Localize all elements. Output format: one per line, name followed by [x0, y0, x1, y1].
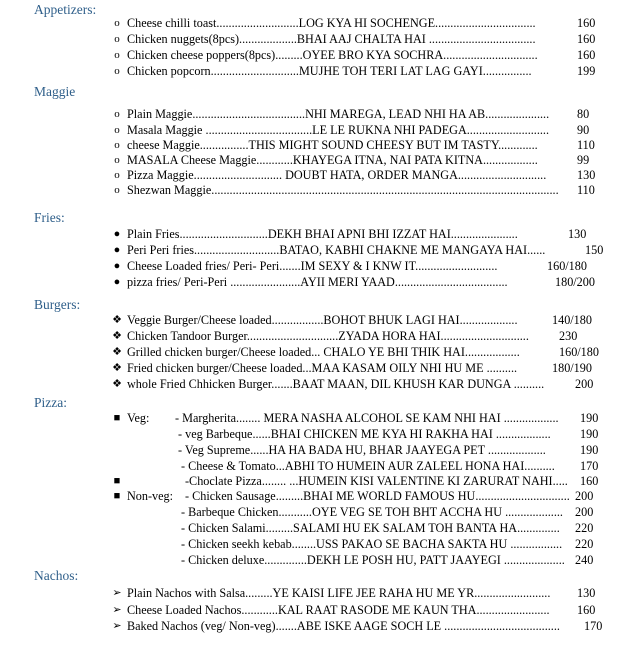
section-heading-pizza: Pizza: [34, 395, 67, 410]
item-text: Cheese chilli toast...........................LOG KYA HI SOCHENGE................................. [127, 16, 536, 30]
menu-item [0, 488, 642, 505]
item-text: Chicken cheese poppers(8pcs).........OYEE BRO KYA SOCHRA............................... [127, 48, 538, 62]
item-text: - Barbeque Chicken...........OYE VEG SE TOH BHT ACCHA HU ................... [181, 505, 563, 519]
item-text: - veg Barbeque......BHAI CHICKEN ME KYA HI RAKHA HAI .................. [178, 427, 551, 441]
item-text: Plain Fries.............................DEKH BHAI APNI BHI IZZAT HAI...................... [127, 227, 518, 241]
arrow-bullet-icon: ➢ [112, 604, 122, 616]
menu-item [0, 226, 642, 243]
bullet-icon: o [114, 169, 120, 181]
item-price: 140/180 [552, 313, 592, 327]
item-text: - Chicken Sausage.........BHAI ME WORLD FAMOUS HU............................... [185, 489, 570, 503]
item-price: 150 [585, 243, 604, 257]
item-text: - Margherita........ MERA NASHA ALCOHOL SE KAM NHI HAI .................. [175, 411, 559, 425]
bullet-icon: ● [113, 228, 121, 240]
menu-item [0, 274, 642, 291]
menu-item [0, 520, 642, 537]
menu-item [0, 360, 642, 377]
item-text: Chicken nuggets(8pcs)...................BHAI AAJ CHALTA HAI ................................... [127, 32, 536, 46]
menu-item [0, 312, 642, 329]
item-price: 170 [584, 619, 603, 633]
menu-item [0, 426, 642, 443]
item-text: - Cheese & Tomato...ABHI TO HUMEIN AUR ZALEEL HONA HAI.......... [181, 459, 555, 473]
item-price: 200 [575, 377, 594, 391]
menu-item [0, 106, 642, 123]
menu-item [0, 410, 642, 427]
item-price: 130 [577, 586, 596, 600]
section-heading-appetizers: Appetizers: [34, 2, 97, 17]
item-price: 200 [575, 505, 594, 519]
bullet-icon: o [114, 124, 120, 136]
menu-item [0, 504, 642, 521]
item-price: 199 [577, 64, 596, 78]
item-price: 99 [577, 153, 590, 167]
item-price: 130 [577, 168, 596, 182]
bullet-icon: o [114, 65, 120, 77]
bullet-icon: o [114, 184, 120, 196]
section-heading-burgers: Burgers: [34, 297, 81, 312]
menu-item [0, 618, 642, 635]
item-price: 160 [577, 603, 596, 617]
menu-item [0, 242, 642, 259]
item-text: Pizza Maggie............................. DOUBT HATA, ORDER MANGA............................. [127, 168, 547, 182]
item-text: Chicken popcorn.............................MUJHE TOH TERI LAT LAG GAYI................ [127, 64, 532, 78]
section-heading-fries: Fries: [34, 210, 65, 225]
item-price: 160 [580, 474, 599, 488]
menu-item [0, 602, 642, 619]
menu-item [0, 182, 642, 199]
bullet-icon: ❖ [112, 346, 122, 358]
item-price: 220 [575, 537, 594, 551]
bullet-icon: ■ [113, 475, 121, 487]
item-price: 160/180 [547, 259, 587, 273]
item-price: 170 [580, 459, 599, 473]
menu-item [0, 344, 642, 361]
bullet-icon: o [114, 139, 120, 151]
bullet-icon: o [114, 108, 120, 120]
section-heading-maggie: Maggie [34, 84, 76, 99]
item-text: Shezwan Maggie.................................................................................................................. [127, 183, 559, 197]
menu-item [0, 376, 642, 393]
bullet-icon: o [114, 17, 120, 29]
menu-item [0, 258, 642, 275]
item-text: - Chicken seekh kebab........USS PAKAO SE BACHA SAKTA HU ................. [181, 537, 563, 551]
item-text: Grilled chicken burger/Cheese loaded... CHALO YE BHI THIK HAI.................. [127, 345, 520, 359]
arrow-bullet-icon: ➢ [112, 587, 122, 599]
menu-item [0, 585, 642, 602]
item-text: whole Fried Chhicken Burger.......BAAT MAAN, DIL KHUSH KAR DUNGA .......... [127, 377, 545, 391]
item-price: 190 [580, 411, 599, 425]
item-text: - Chicken deluxe..............DEKH LE POSH HU, PATT JAAYEGI .................... [181, 553, 565, 567]
bullet-icon: ❖ [112, 362, 122, 374]
item-text: Baked Nachos (veg/ Non-veg).......ABE ISKE AAGE SOCH LE ...................................... [127, 619, 560, 633]
item-price: 160 [577, 16, 596, 30]
item-text: pizza fries/ Peri-Peri .......................AYII MERI YAAD..................................... [127, 275, 508, 289]
bullet-icon: o [114, 49, 120, 61]
bullet-icon: ❖ [112, 314, 122, 326]
bullet-icon: ■ [113, 412, 121, 424]
item-text: Chicken Tandoor Burger..............................ZYADA HORA HAI............................. [127, 329, 529, 343]
nonveg-label: Non-veg: [127, 489, 174, 503]
menu-item [0, 31, 642, 48]
item-text: Plain Maggie.....................................NHI MAREGA, LEAD NHI HA AB..................... [127, 107, 550, 121]
veg-label: Veg: [127, 411, 150, 425]
menu-item [0, 63, 642, 80]
bullet-icon: ● [113, 244, 121, 256]
item-price: 190 [580, 443, 599, 457]
item-text: Fried chicken burger/Cheese loaded...MAA KASAM OILY NHI HU ME .......... [127, 361, 518, 375]
item-price: 220 [575, 521, 594, 535]
bullet-icon: ■ [113, 490, 121, 502]
item-price: 130 [568, 227, 587, 241]
item-text: - Chicken Salami.........SALAMI HU EK SALAM TOH BANTA HA.............. [181, 521, 560, 535]
item-price: 160 [577, 32, 596, 46]
item-text: -Choclate Pizza........ ...HUMEIN KISI VALENTINE KI ZARURAT NAHI..... [185, 474, 568, 488]
item-text: Veggie Burger/Cheese loaded.................BOHOT BHUK LAGI HAI................... [127, 313, 518, 327]
item-price: 200 [575, 489, 594, 503]
item-price: 240 [575, 553, 594, 567]
item-price: 110 [577, 138, 595, 152]
section-heading-nachos: Nachos: [34, 568, 79, 583]
item-price: 180/200 [555, 275, 595, 289]
bullet-icon: ❖ [112, 378, 122, 390]
bullet-icon: ❖ [112, 330, 122, 342]
item-price: 90 [577, 123, 590, 137]
item-text: cheese Maggie................THIS MIGHT SOUND CHEESY BUT IM TASTY............. [127, 138, 538, 152]
item-price: 160 [577, 48, 596, 62]
bullet-icon: o [114, 154, 120, 166]
item-price: 110 [577, 183, 595, 197]
arrow-bullet-icon: ➢ [112, 620, 122, 632]
item-price: 160/180 [559, 345, 599, 359]
item-text: Peri Peri fries............................BATAO, KABHI CHAKNE ME MANGAYA HAI...... [127, 243, 546, 257]
menu-item [0, 442, 642, 459]
menu-item [0, 536, 642, 553]
item-price: 230 [559, 329, 578, 343]
item-text: Plain Nachos with Salsa.........YE KAISI LIFE JEE RAHA HU ME YR......................... [127, 586, 551, 600]
bullet-icon: ● [113, 260, 121, 272]
item-price: 80 [577, 107, 590, 121]
item-price: 180/190 [552, 361, 592, 375]
bullet-icon: ● [113, 276, 121, 288]
item-text: Cheese Loaded Nachos............KAL RAAT RASODE ME KAUN THA........................ [127, 603, 550, 617]
item-text: Masala Maggie ...................................LE LE RUKNA NHI PADEGA........................... [127, 123, 550, 137]
menu-item [0, 328, 642, 345]
item-text: Cheese Loaded fries/ Peri- Peri.......IM SEXY & I KNW IT........................... [127, 259, 498, 273]
item-text: MASALA Cheese Maggie............KHAYEGA ITNA, NAI PATA KITNA.................. [127, 153, 538, 167]
menu-item [0, 15, 642, 32]
item-text: - Veg Supreme......HA HA BADA HU, BHAR JAAYEGA PET ................... [178, 443, 546, 457]
menu-item [0, 552, 642, 569]
menu-item [0, 47, 642, 64]
bullet-icon: o [114, 33, 120, 45]
item-price: 190 [580, 427, 599, 441]
